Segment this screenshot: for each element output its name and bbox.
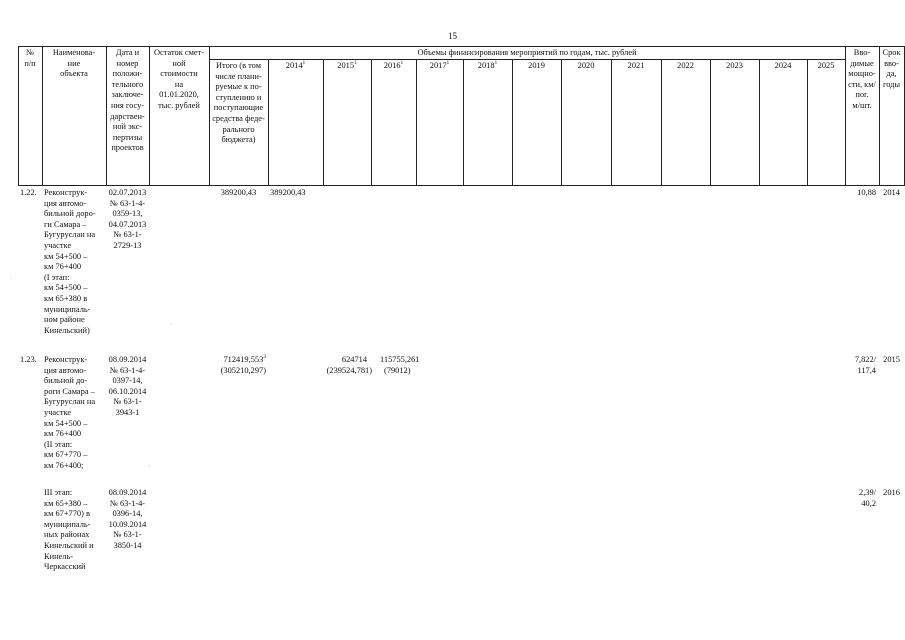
row-122-term: 2014 bbox=[883, 188, 900, 197]
header-year-2022: 2022 bbox=[677, 61, 694, 70]
row-123-2015: 624714 bbox=[341, 355, 367, 364]
row-123-date: 08.09.2014 № 63-1-4- 0397-14, 06.10.2014 № 63-1- 3943-1 bbox=[108, 355, 147, 417]
header-year-2024: 2024 bbox=[774, 61, 792, 70]
row-123-stage3-date: 08.09.2014 № 63-1-4- 0396-14, 10.09.2014 № 63-1- 3850-14 bbox=[108, 488, 147, 550]
header-year-2015: 2015$^1$ bbox=[337, 60, 357, 70]
row-122-name: Реконструк- ция автомо- бильной доро- ги Самара – Бугуруслан на участке км 54+500 – км 76+400 (I этап: км 54+500 – км 65+380 в муниципаль- ном районе Кинельский) bbox=[44, 188, 96, 335]
page-number: 15 bbox=[448, 31, 457, 41]
row-122-capacity: 10,88 bbox=[857, 188, 876, 197]
scan-speck: · bbox=[170, 322, 172, 328]
header-year-2016: 2016$^1$ bbox=[383, 60, 404, 70]
header-name: Наименова- ние объекта bbox=[52, 48, 96, 79]
row-122-2014: 389200,43 bbox=[270, 188, 306, 197]
row-123-capacity: 7,822/ 117,4 bbox=[854, 355, 876, 375]
header-volume: Объемы финансирования мероприятий по годам, тыс. рублей bbox=[417, 48, 637, 57]
row-123-no: 1.23. bbox=[20, 355, 37, 364]
row-123-2016: 115755,261 bbox=[380, 355, 420, 364]
header-date: Дата и номер положи- тельного заключе- ния госу- дарствен- ной экс- пертизы проектов bbox=[110, 48, 145, 153]
header-year-2025: 2025 bbox=[817, 61, 835, 70]
header-year-2019: 2019 bbox=[528, 61, 545, 70]
row-123-name: Реконструк- ция автомо- бильной до- роги Самара – Бугуруслан на участке км 54+500 – км 76+400 (II этап: км 67+770 – км 76+400; bbox=[44, 355, 96, 470]
row-122-date: 02.07.2013 № 63-1-4- 0359-13, 04.07.2013 № 63-1- 2729-13 bbox=[108, 188, 147, 250]
row-123-total-fed: (305210,297) bbox=[220, 366, 266, 375]
header-year-2020: 2020 bbox=[577, 61, 595, 70]
scan-speck: · bbox=[148, 464, 150, 470]
header-no: № п/п bbox=[24, 48, 36, 68]
header-year-2021: 2021 bbox=[627, 61, 645, 70]
header-rest: Остаток смет- ной стоимости на 01.01.2020, тыс. рублей bbox=[153, 48, 205, 110]
scan-speck: · bbox=[10, 276, 12, 282]
header-year-2014: 2014$^1$ bbox=[285, 60, 306, 70]
header-capacity: Вво- димые мощно- сти, км/ пог. м/шт. bbox=[848, 48, 876, 110]
header-total: Итого (в том числе плани- руемые к по- ступлению и поступающие средства феде- рального бюджета) bbox=[212, 61, 265, 145]
row-122-total: 389200,43 bbox=[220, 188, 257, 197]
header-year-2017: 2017$^1$ bbox=[429, 60, 450, 70]
row-123-2015-fed: (239524,781) bbox=[326, 366, 372, 375]
header-term: Срок вво- да, годы bbox=[882, 48, 901, 89]
row-123-term: 2015 bbox=[883, 355, 900, 364]
row-123-2016-fed: (79012) bbox=[384, 366, 411, 375]
row-123-total: 712419,553$^3$ bbox=[223, 354, 266, 364]
header-year-2023: 2023 bbox=[726, 61, 743, 70]
row-123-stage3-term: 2016 bbox=[883, 488, 900, 497]
row-123-stage3-name: III этап: км 65+380 – км 67+770) в муниципаль- ных районах Кинельский и Кинель- Черкасский bbox=[44, 488, 94, 572]
row-123-stage3-capacity: 2,39/ 40,2 bbox=[859, 488, 876, 508]
row-122-no: 1.22. bbox=[20, 188, 37, 197]
header-year-2018: 2018$^1$ bbox=[477, 60, 498, 70]
